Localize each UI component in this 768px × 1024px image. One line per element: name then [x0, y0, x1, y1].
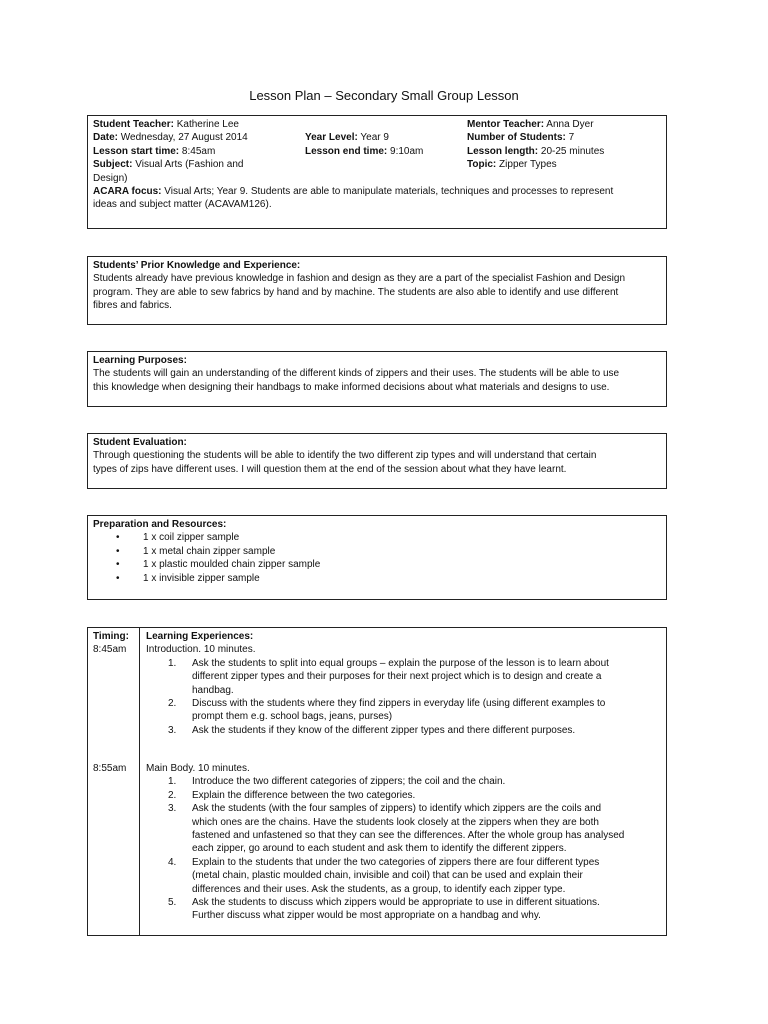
end-time-value: 9:10am	[390, 145, 424, 157]
step-number: 2.	[168, 698, 177, 710]
step-line: Explain the difference between the two categories.	[192, 789, 416, 801]
mentor-teacher-value: Anna Dyer	[546, 119, 594, 130]
step-line: Discuss with the students where they find zippers in everyday life (using different examples to	[192, 698, 606, 710]
start-time-value: 8:45am	[181, 145, 216, 157]
step-line: fastened and unfastened so that they can see the differences. After the whole group has analysed	[192, 830, 625, 842]
resources-list	[93, 531, 661, 585]
learning-purposes-line: this knowledge when designing their handbags to make informed decisions about what materials and designs to use.	[93, 381, 610, 393]
section-title: Main Body. 10 minutes.	[146, 763, 250, 774]
step-item	[168, 775, 660, 788]
step-line: which ones are the chains. Have the students look closely at the zippers when they are both	[192, 816, 599, 828]
introduction-steps	[146, 657, 660, 737]
main-body-section	[146, 762, 660, 923]
resource-item: • 1 x metal chain zipper sample	[143, 545, 661, 558]
experiences-heading: Learning Experiences:	[146, 631, 254, 642]
step-line: Ask the students to discuss which zippers would be appropriate to use in different situations.	[192, 897, 600, 909]
prior-knowledge-line: fibres and fabrics.	[93, 300, 172, 312]
step-item	[168, 896, 660, 923]
prior-knowledge-line: Students already have previous knowledge in fashion and design as they are a part of the specialist Fashion and Design	[93, 273, 626, 285]
step-line: Further discuss what zipper would be most appropriate on a handbag and why.	[192, 910, 541, 922]
step-line: Ask the students to split into equal groups – explain the purpose of the lesson is to learn about	[192, 657, 609, 669]
main-body-steps	[146, 775, 660, 922]
learning-experiences-column	[140, 628, 666, 922]
step-line: Introduce the two different categories of zippers; the coil and the chain.	[192, 776, 506, 788]
step-line: each zipper, go around to each student and ask them to identify the different zippers.	[192, 843, 567, 855]
lesson-length-value: 20-25 minutes	[540, 145, 605, 157]
subject-value-continued: Design)	[93, 172, 128, 184]
learning-purposes-heading: Learning Purposes:	[93, 355, 187, 366]
evaluation-heading: Student Evaluation:	[93, 437, 187, 448]
student-evaluation-box	[87, 433, 667, 489]
num-students-label: Number of Students:	[467, 132, 566, 144]
topic-label: Topic:	[467, 159, 497, 171]
year-level-value: Year 9	[360, 132, 389, 144]
resource-item: • 1 x invisible zipper sample	[143, 572, 661, 585]
end-time-label: Lesson end time:	[305, 145, 388, 157]
page-title: Lesson Plan – Secondary Small Group Lesson	[249, 88, 519, 103]
step-item	[168, 657, 660, 697]
learning-purposes-box	[87, 351, 667, 407]
timing-column	[88, 628, 140, 935]
step-number: 3.	[168, 724, 177, 736]
mentor-teacher-label: Mentor Teacher:	[467, 119, 545, 130]
timing-heading: Timing:	[93, 631, 129, 642]
step-line: prompt them e.g. school bags, jeans, purses)	[192, 711, 393, 723]
num-students-value: 7	[568, 132, 575, 144]
step-number: 4.	[168, 856, 177, 868]
step-item	[168, 789, 660, 802]
resource-item: • 1 x plastic moulded chain zipper sample	[143, 558, 661, 571]
prior-knowledge-box	[87, 256, 667, 325]
learning-purposes-line: The students will gain an understanding of the different kinds of zippers and their uses. The students will be able to use	[93, 368, 620, 380]
step-line: handbag.	[192, 684, 234, 696]
section-time: 8:55am	[93, 763, 127, 774]
step-line: Ask the students (with the four samples of zippers) to identify which zippers are the coils and	[192, 803, 602, 815]
evaluation-line: Through questioning the students will be able to identify the two different zip types and will understand that certain	[93, 450, 597, 462]
lesson-length-label: Lesson length:	[467, 145, 539, 157]
prior-knowledge-line: program. They are able to sew fabrics by hand and by machine. The students are also able to identify and use different	[93, 286, 619, 298]
step-item	[168, 697, 660, 724]
resources-box	[87, 515, 667, 600]
section-time: 8:45am	[93, 644, 127, 656]
prior-knowledge-heading: Students’ Prior Knowledge and Experience:	[93, 260, 301, 271]
start-time-label: Lesson start time:	[93, 145, 180, 157]
student-teacher-label: Student Teacher:	[93, 119, 174, 130]
student-teacher-value: Katherine Lee	[176, 119, 239, 130]
subject-value: Visual Arts (Fashion and	[135, 159, 244, 171]
resources-heading: Preparation and Resources:	[93, 519, 227, 530]
step-item	[168, 856, 660, 896]
step-number: 1.	[168, 776, 177, 788]
date-label: Date:	[93, 132, 119, 144]
evaluation-line: types of zips have different uses. I will question them at the end of the session about what they have learnt.	[93, 463, 567, 475]
step-line: Ask the students if they know of the different zipper types and there different purposes.	[192, 724, 576, 736]
step-line: (metal chain, plastic moulded chain, invisible and coil) that can be used and explain their	[192, 870, 583, 882]
lesson-steps-table	[87, 627, 667, 936]
step-line: Explain to the students that under the two categories of zippers there are four different types	[192, 856, 600, 868]
step-line: different zipper types and their purposes for their next project which is to design and create a	[192, 671, 602, 683]
step-number: 3.	[168, 803, 177, 815]
subject-label: Subject:	[93, 159, 133, 171]
step-number: 2.	[168, 789, 177, 801]
acara-value-continued: ideas and subject matter (ACAVAM126).	[93, 199, 272, 211]
introduction-section	[146, 643, 660, 737]
step-item	[168, 724, 660, 737]
year-level-label: Year Level:	[305, 132, 358, 144]
step-line: differences and their uses. Ask the students, as a group, to identify each zipper type.	[192, 883, 566, 895]
topic-value: Zipper Types	[499, 159, 557, 171]
acara-value: Visual Arts; Year 9. Students are able to manipulate materials, techniques and processes to represent	[164, 185, 614, 197]
step-item	[168, 802, 660, 856]
step-number: 5.	[168, 897, 177, 909]
resource-item: • 1 x coil zipper sample	[143, 531, 661, 544]
acara-label: ACARA focus:	[93, 185, 162, 197]
date-value: Wednesday, 27 August 2014	[120, 132, 248, 144]
step-number: 1.	[168, 657, 177, 669]
section-title: Introduction. 10 minutes.	[146, 644, 256, 656]
lesson-header-box	[87, 115, 667, 229]
